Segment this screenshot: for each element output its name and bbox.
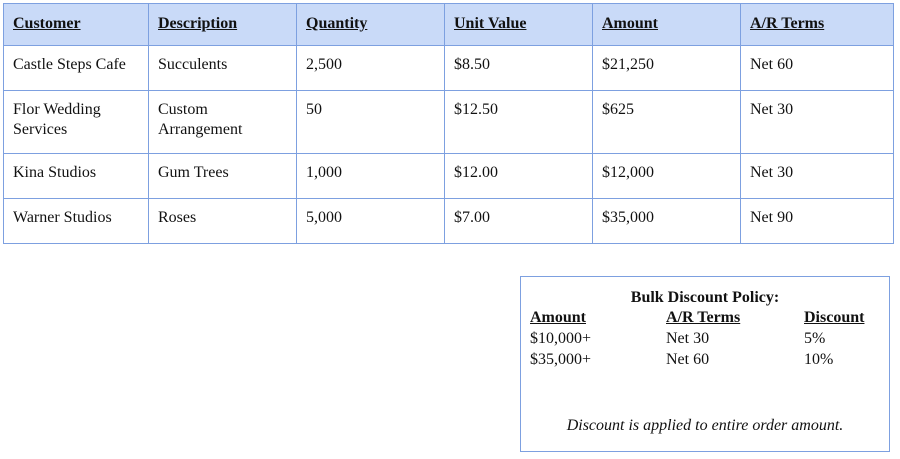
policy-cell-ar-terms: Net 60 [666, 351, 710, 368]
cell-customer: Castle Steps Cafe [4, 46, 149, 91]
policy-header-amount: Amount [530, 309, 587, 326]
policy-cell-discount: 5% [804, 330, 826, 347]
policy-cell-discount: 10% [804, 351, 834, 368]
policy-header-discount: Discount [804, 309, 865, 326]
bulk-discount-policy-box [520, 276, 890, 452]
cell-description: Gum Trees [149, 154, 297, 199]
cell-description: Roses [149, 199, 297, 244]
column-header-ar-terms: A/R Terms [741, 4, 894, 46]
cell-unit-value: $8.50 [445, 46, 593, 91]
policy-cell-amount: $10,000+ [530, 330, 592, 347]
column-header-unit-value: Unit Value [445, 4, 593, 46]
cell-ar-terms: Net 90 [741, 199, 894, 244]
cell-unit-value: $12.00 [445, 154, 593, 199]
cell-unit-value: $7.00 [445, 199, 593, 244]
cell-quantity: 5,000 [297, 199, 445, 244]
table-row [4, 154, 894, 199]
table-header-row [4, 4, 894, 46]
cell-quantity: 50 [297, 91, 445, 154]
cell-unit-value: $12.50 [445, 91, 593, 154]
cell-description: Custom Arrangement [149, 91, 297, 154]
cell-amount: $625 [593, 91, 741, 154]
policy-header-ar-terms: A/R Terms [666, 309, 741, 326]
cell-customer: Kina Studios [4, 154, 149, 199]
table-row [4, 46, 894, 91]
column-header-amount: Amount [593, 4, 741, 46]
cell-customer: Flor Wedding Services [4, 91, 149, 154]
policy-cell-ar-terms: Net 30 [666, 330, 710, 347]
policy-table [530, 309, 889, 369]
column-header-quantity: Quantity [297, 4, 445, 46]
cell-ar-terms: Net 30 [741, 91, 894, 154]
cell-ar-terms: Net 60 [741, 46, 894, 91]
cell-amount: $35,000 [593, 199, 741, 244]
column-header-customer: Customer [4, 4, 149, 46]
cell-quantity: 1,000 [297, 154, 445, 199]
cell-amount: $12,000 [593, 154, 741, 199]
cell-quantity: 2,500 [297, 46, 445, 91]
orders-table [3, 3, 894, 244]
policy-cell-amount: $35,000+ [530, 351, 592, 368]
cell-description: Succulents [149, 46, 297, 91]
table-row [4, 91, 894, 154]
cell-customer: Warner Studios [4, 199, 149, 244]
policy-note: Discount is applied to entire order amount. [566, 417, 844, 434]
cell-ar-terms: Net 30 [741, 154, 894, 199]
column-header-description: Description [149, 4, 297, 46]
cell-amount: $21,250 [593, 46, 741, 91]
table-row [4, 199, 894, 244]
policy-title: Bulk Discount Policy: [630, 289, 780, 306]
